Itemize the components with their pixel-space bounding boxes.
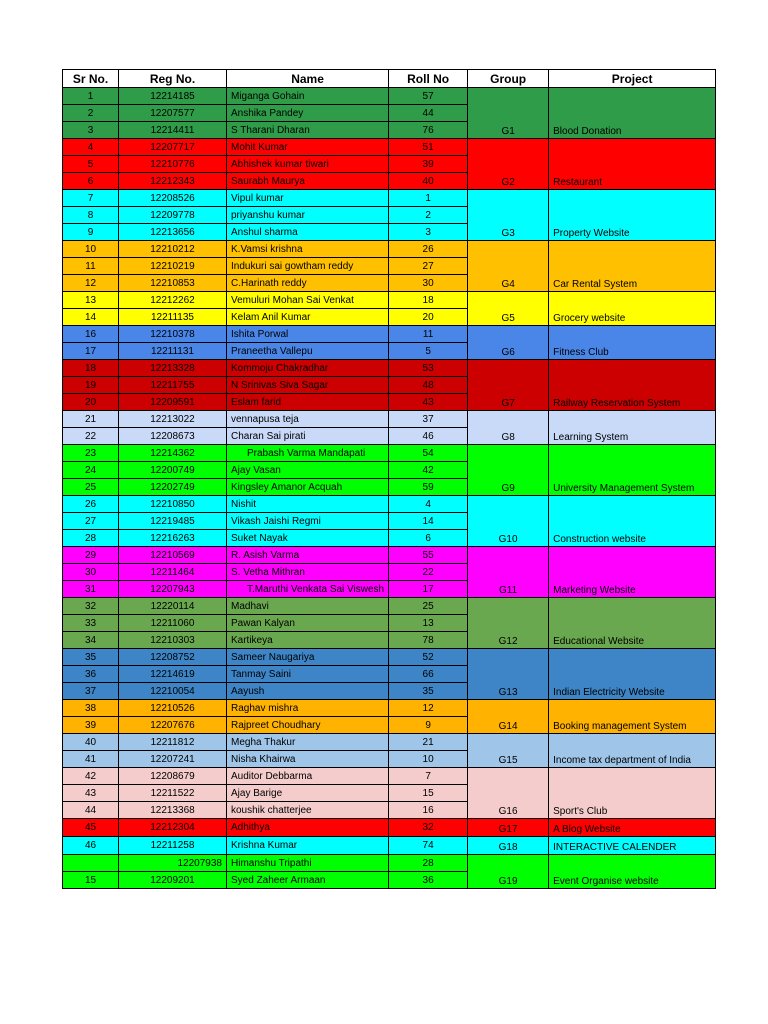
table-row (63, 734, 716, 751)
name-cell: Mohit Kumar (227, 139, 389, 156)
project-cell: University Management System (549, 445, 716, 496)
reg-no-cell: 12214185 (119, 88, 227, 105)
sr-no-cell: 9 (63, 224, 119, 241)
roll-no-cell: 5 (389, 343, 468, 360)
header-reg-no: Reg No. (119, 70, 227, 88)
reg-no-cell: 12208752 (119, 649, 227, 666)
name-cell: Kommoju Chakradhar (227, 360, 389, 377)
roll-no-cell: 46 (389, 428, 468, 445)
roll-no-cell: 25 (389, 598, 468, 615)
project-cell: Property Website (549, 190, 716, 241)
project-cell: Grocery website (549, 292, 716, 326)
roll-no-cell: 18 (389, 292, 468, 309)
roll-no-cell: 6 (389, 530, 468, 547)
roll-no-cell: 37 (389, 411, 468, 428)
sr-no-cell: 4 (63, 139, 119, 156)
reg-no-cell: 12207717 (119, 139, 227, 156)
roll-no-cell: 26 (389, 241, 468, 258)
header-row (63, 70, 716, 88)
roll-no-cell: 20 (389, 309, 468, 326)
sr-no-cell: 13 (63, 292, 119, 309)
table-row (63, 649, 716, 666)
project-cell: Restaurant (549, 139, 716, 190)
header-project: Project (549, 70, 716, 88)
sr-no-cell: 40 (63, 734, 119, 751)
name-cell: Ajay Vasan (227, 462, 389, 479)
project-cell: Event Organise website (549, 855, 716, 889)
roll-no-cell: 1 (389, 190, 468, 207)
sr-no-cell: 17 (63, 343, 119, 360)
name-cell: Suket Nayak (227, 530, 389, 547)
roll-no-cell: 15 (389, 785, 468, 802)
reg-no-cell: 12212262 (119, 292, 227, 309)
name-cell: C.Harinath reddy (227, 275, 389, 292)
name-cell: Kelam Anil Kumar (227, 309, 389, 326)
name-cell: Ishita Porwal (227, 326, 389, 343)
roll-no-cell: 30 (389, 275, 468, 292)
sr-no-cell: 1 (63, 88, 119, 105)
project-cell: Marketing Website (549, 547, 716, 598)
reg-no-cell: 12213022 (119, 411, 227, 428)
project-cell: Booking management System (549, 700, 716, 734)
name-cell: Adhithya (227, 819, 389, 837)
reg-no-cell: 12213328 (119, 360, 227, 377)
reg-no-cell: 12210526 (119, 700, 227, 717)
sr-no-cell: 22 (63, 428, 119, 445)
name-cell: Auditor Debbarma (227, 768, 389, 785)
table-row (63, 411, 716, 428)
group-cell: G10 (468, 496, 549, 547)
reg-no-cell: 12200749 (119, 462, 227, 479)
name-cell: Rajpreet Choudhary (227, 717, 389, 734)
header-name: Name (227, 70, 389, 88)
sr-no-cell: 11 (63, 258, 119, 275)
table-row (63, 360, 716, 377)
group-cell: G17 (468, 819, 549, 837)
roll-no-cell: 51 (389, 139, 468, 156)
header-sr-no: Sr No. (63, 70, 119, 88)
table-row (63, 139, 716, 156)
name-cell: priyanshu kumar (227, 207, 389, 224)
roll-no-cell: 21 (389, 734, 468, 751)
group-cell: G11 (468, 547, 549, 598)
name-cell: Pawan Kalyan (227, 615, 389, 632)
sr-no-cell: 33 (63, 615, 119, 632)
group-cell: G18 (468, 837, 549, 855)
student-project-table (62, 69, 716, 889)
name-cell: Saurabh Maurya (227, 173, 389, 190)
group-cell: G19 (468, 855, 549, 889)
roll-no-cell: 14 (389, 513, 468, 530)
sr-no-cell: 28 (63, 530, 119, 547)
reg-no-cell: 12210776 (119, 156, 227, 173)
reg-no-cell: 12211522 (119, 785, 227, 802)
reg-no-cell: 12208673 (119, 428, 227, 445)
sr-no-cell: 29 (63, 547, 119, 564)
sr-no-cell: 18 (63, 360, 119, 377)
group-cell: G2 (468, 139, 549, 190)
reg-no-cell: 12210212 (119, 241, 227, 258)
reg-no-cell: 12207938 (119, 855, 227, 872)
project-cell: Learning System (549, 411, 716, 445)
reg-no-cell: 12219485 (119, 513, 227, 530)
name-cell: Syed Zaheer Armaan (227, 872, 389, 889)
roll-no-cell: 27 (389, 258, 468, 275)
name-cell: Sameer Naugariya (227, 649, 389, 666)
header-group: Group (468, 70, 549, 88)
roll-no-cell: 40 (389, 173, 468, 190)
roll-no-cell: 54 (389, 445, 468, 462)
group-cell: G5 (468, 292, 549, 326)
name-cell: N Srinivas Siva Sagar (227, 377, 389, 394)
roll-no-cell: 13 (389, 615, 468, 632)
name-cell: Praneetha Vallepu (227, 343, 389, 360)
group-cell: G7 (468, 360, 549, 411)
reg-no-cell: 12209591 (119, 394, 227, 411)
name-cell: Nishit (227, 496, 389, 513)
table-row (63, 445, 716, 462)
reg-no-cell: 12210569 (119, 547, 227, 564)
reg-no-cell: 12208679 (119, 768, 227, 785)
reg-no-cell: 12210853 (119, 275, 227, 292)
name-cell: Megha Thakur (227, 734, 389, 751)
name-cell: koushik chatterjee (227, 802, 389, 819)
sr-no-cell: 14 (63, 309, 119, 326)
sr-no-cell: 43 (63, 785, 119, 802)
name-cell: Indukuri sai gowtham reddy (227, 258, 389, 275)
project-cell: Construction website (549, 496, 716, 547)
project-cell: Sport's Club (549, 768, 716, 819)
roll-no-cell: 55 (389, 547, 468, 564)
reg-no-cell: 12211135 (119, 309, 227, 326)
reg-no-cell: 12211755 (119, 377, 227, 394)
roll-no-cell: 17 (389, 581, 468, 598)
roll-no-cell: 66 (389, 666, 468, 683)
roll-no-cell: 3 (389, 224, 468, 241)
group-cell: G13 (468, 649, 549, 700)
sr-no-cell: 27 (63, 513, 119, 530)
roll-no-cell: 32 (389, 819, 468, 837)
name-cell: Nisha Khairwa (227, 751, 389, 768)
name-cell: Vikash Jaishi Regmi (227, 513, 389, 530)
sr-no-cell: 30 (63, 564, 119, 581)
sr-no-cell: 8 (63, 207, 119, 224)
project-cell: Blood Donation (549, 88, 716, 139)
name-cell: Anshika Pandey (227, 105, 389, 122)
reg-no-cell: 12211464 (119, 564, 227, 581)
name-cell: Vemuluri Mohan Sai Venkat (227, 292, 389, 309)
sr-no-cell: 16 (63, 326, 119, 343)
sr-no-cell: 41 (63, 751, 119, 768)
reg-no-cell: 12207241 (119, 751, 227, 768)
sr-no-cell: 45 (63, 819, 119, 837)
reg-no-cell: 12212343 (119, 173, 227, 190)
table-row (63, 496, 716, 513)
name-cell: K.Vamsi krishna (227, 241, 389, 258)
sr-no-cell: 12 (63, 275, 119, 292)
project-cell: Car Rental System (549, 241, 716, 292)
group-cell: G15 (468, 734, 549, 768)
reg-no-cell: 12212304 (119, 819, 227, 837)
project-cell: Educational Website (549, 598, 716, 649)
name-cell: Kingsley Amanor Acquah (227, 479, 389, 496)
reg-no-cell: 12207943 (119, 581, 227, 598)
sr-no-cell (63, 855, 119, 872)
sr-no-cell: 19 (63, 377, 119, 394)
roll-no-cell: 22 (389, 564, 468, 581)
name-cell: Himanshu Tripathi (227, 855, 389, 872)
reg-no-cell: 12214619 (119, 666, 227, 683)
sr-no-cell: 7 (63, 190, 119, 207)
roll-no-cell: 10 (389, 751, 468, 768)
sr-no-cell: 23 (63, 445, 119, 462)
reg-no-cell: 12209778 (119, 207, 227, 224)
sr-no-cell: 46 (63, 837, 119, 855)
roll-no-cell: 28 (389, 855, 468, 872)
roll-no-cell: 36 (389, 872, 468, 889)
reg-no-cell: 12202749 (119, 479, 227, 496)
roll-no-cell: 74 (389, 837, 468, 855)
roll-no-cell: 9 (389, 717, 468, 734)
reg-no-cell: 12211258 (119, 837, 227, 855)
name-cell: Tanmay Saini (227, 666, 389, 683)
name-cell: Krishna Kumar (227, 837, 389, 855)
roll-no-cell: 2 (389, 207, 468, 224)
project-cell: A Blog Website (549, 819, 716, 837)
group-cell: G1 (468, 88, 549, 139)
sr-no-cell: 39 (63, 717, 119, 734)
roll-no-cell: 7 (389, 768, 468, 785)
roll-no-cell: 52 (389, 649, 468, 666)
project-cell: Indian Electricity Website (549, 649, 716, 700)
sr-no-cell: 6 (63, 173, 119, 190)
roll-no-cell: 11 (389, 326, 468, 343)
project-cell: Income tax department of India (549, 734, 716, 768)
sr-no-cell: 38 (63, 700, 119, 717)
name-cell: Madhavi (227, 598, 389, 615)
name-cell: S. Vetha Mithran (227, 564, 389, 581)
roll-no-cell: 59 (389, 479, 468, 496)
name-cell: Charan Sai pirati (227, 428, 389, 445)
sr-no-cell: 20 (63, 394, 119, 411)
reg-no-cell: 12211131 (119, 343, 227, 360)
name-cell: Vipul kumar (227, 190, 389, 207)
sr-no-cell: 35 (63, 649, 119, 666)
group-cell: G8 (468, 411, 549, 445)
group-cell: G14 (468, 700, 549, 734)
reg-no-cell: 12210303 (119, 632, 227, 649)
roll-no-cell: 57 (389, 88, 468, 105)
group-cell: G12 (468, 598, 549, 649)
table-row (63, 190, 716, 207)
roll-no-cell: 39 (389, 156, 468, 173)
table-row (63, 326, 716, 343)
roll-no-cell: 12 (389, 700, 468, 717)
sr-no-cell: 42 (63, 768, 119, 785)
roll-no-cell: 43 (389, 394, 468, 411)
sr-no-cell: 21 (63, 411, 119, 428)
sr-no-cell: 32 (63, 598, 119, 615)
sr-no-cell: 26 (63, 496, 119, 513)
sr-no-cell: 5 (63, 156, 119, 173)
sr-no-cell: 44 (63, 802, 119, 819)
name-cell: Kartikeya (227, 632, 389, 649)
table-row (63, 241, 716, 258)
reg-no-cell: 12209201 (119, 872, 227, 889)
project-cell: INTERACTIVE CALENDER (549, 837, 716, 855)
name-cell: Raghav mishra (227, 700, 389, 717)
reg-no-cell: 12207676 (119, 717, 227, 734)
name-cell: Miganga Gohain (227, 88, 389, 105)
name-cell: Aayush (227, 683, 389, 700)
group-cell: G9 (468, 445, 549, 496)
roll-no-cell: 48 (389, 377, 468, 394)
table-row (63, 855, 716, 872)
reg-no-cell: 12213656 (119, 224, 227, 241)
sr-no-cell: 10 (63, 241, 119, 258)
roll-no-cell: 76 (389, 122, 468, 139)
table-row (63, 598, 716, 615)
name-cell: Abhishek kumar tiwari (227, 156, 389, 173)
table-row (63, 837, 716, 855)
reg-no-cell: 12211812 (119, 734, 227, 751)
group-cell: G3 (468, 190, 549, 241)
table-row (63, 88, 716, 105)
sr-no-cell: 25 (63, 479, 119, 496)
name-cell: vennapusa teja (227, 411, 389, 428)
name-cell: S Tharani Dharan (227, 122, 389, 139)
sr-no-cell: 24 (63, 462, 119, 479)
reg-no-cell: 12214362 (119, 445, 227, 462)
table-row (63, 768, 716, 785)
table-body (63, 88, 716, 889)
sr-no-cell: 37 (63, 683, 119, 700)
reg-no-cell: 12220114 (119, 598, 227, 615)
reg-no-cell: 12214411 (119, 122, 227, 139)
sr-no-cell: 15 (63, 872, 119, 889)
table-row (63, 547, 716, 564)
group-cell: G16 (468, 768, 549, 819)
roll-no-cell: 35 (389, 683, 468, 700)
name-cell: Anshul sharma (227, 224, 389, 241)
sr-no-cell: 36 (63, 666, 119, 683)
reg-no-cell: 12213368 (119, 802, 227, 819)
reg-no-cell: 12210378 (119, 326, 227, 343)
reg-no-cell: 12207577 (119, 105, 227, 122)
name-cell: Prabash Varma Mandapati (227, 445, 389, 462)
group-cell: G6 (468, 326, 549, 360)
reg-no-cell: 12210219 (119, 258, 227, 275)
sr-no-cell: 3 (63, 122, 119, 139)
sr-no-cell: 31 (63, 581, 119, 598)
name-cell: T.Maruthi Venkata Sai Viswesh (227, 581, 389, 598)
name-cell: R. Asish Varma (227, 547, 389, 564)
sr-no-cell: 34 (63, 632, 119, 649)
roll-no-cell: 16 (389, 802, 468, 819)
name-cell: Ajay Barige (227, 785, 389, 802)
roll-no-cell: 44 (389, 105, 468, 122)
table-row (63, 292, 716, 309)
name-cell: Eslam farid (227, 394, 389, 411)
roll-no-cell: 42 (389, 462, 468, 479)
reg-no-cell: 12210850 (119, 496, 227, 513)
table-row (63, 700, 716, 717)
project-cell: Fitness Club (549, 326, 716, 360)
roll-no-cell: 4 (389, 496, 468, 513)
project-cell: Railway Reservation System (549, 360, 716, 411)
reg-no-cell: 12210054 (119, 683, 227, 700)
reg-no-cell: 12211060 (119, 615, 227, 632)
table-row (63, 819, 716, 837)
reg-no-cell: 12208526 (119, 190, 227, 207)
sr-no-cell: 2 (63, 105, 119, 122)
header-roll-no: Roll No (389, 70, 468, 88)
reg-no-cell: 12216263 (119, 530, 227, 547)
roll-no-cell: 53 (389, 360, 468, 377)
roll-no-cell: 78 (389, 632, 468, 649)
group-cell: G4 (468, 241, 549, 292)
